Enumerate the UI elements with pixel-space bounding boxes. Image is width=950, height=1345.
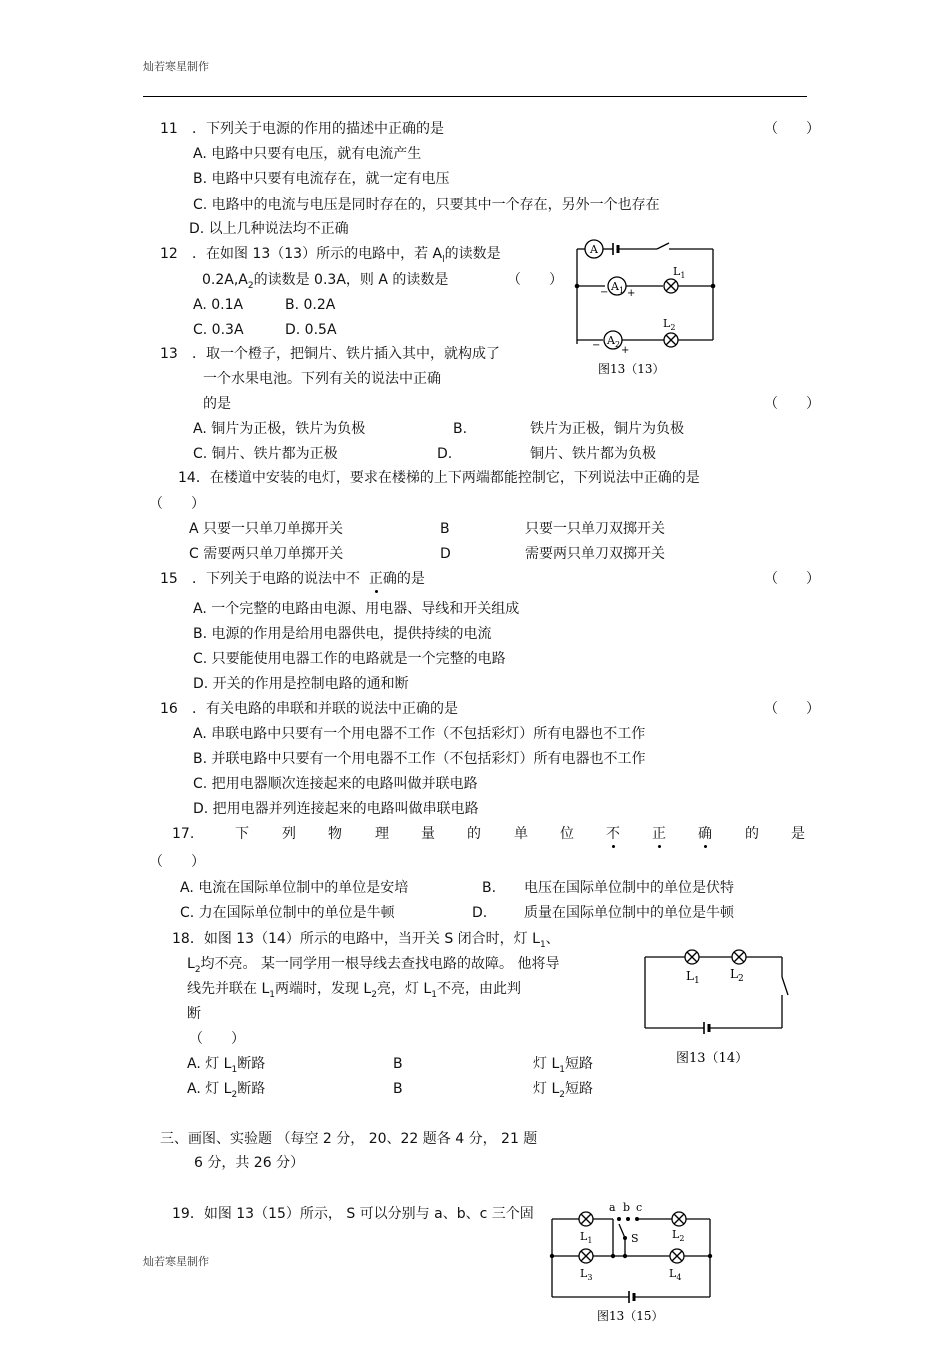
- svg-text:S: S: [631, 1232, 639, 1245]
- option-b: 铁片为正极，铜片为负极: [530, 421, 684, 437]
- stem-char: 理: [375, 826, 389, 842]
- option-d: 需要两只单刀双掷开关: [525, 546, 665, 562]
- question-number: 17.: [172, 826, 195, 842]
- svg-text:a: a: [609, 1201, 616, 1214]
- option-d: D. 以上几种说法均不正确: [189, 221, 349, 237]
- question-stem-line2: 一个水果电池。下列有关的说法中正确: [203, 371, 441, 387]
- footer-maker: 灿若寒星制作: [143, 1255, 209, 1268]
- option-b-label: B.: [453, 421, 468, 437]
- svg-text:+: +: [621, 345, 630, 356]
- switch-icon: [782, 977, 788, 995]
- ammeter-label: A: [590, 243, 598, 256]
- circuit-figure-13-15: [545, 1198, 720, 1326]
- answer-paren: （ ）: [507, 272, 563, 288]
- question-stem: 14．在楼道中安装的电灯，要求在楼梯的上下两端都能控制它，下列说法中正确的是: [178, 470, 700, 486]
- svg-text:c: c: [636, 1201, 643, 1214]
- switch-icon: [657, 243, 669, 249]
- svg-text:L2: $L_2$: [730, 967, 744, 984]
- option-d: D. 把用电器并列连接起来的电路叫做串联电路: [193, 801, 479, 817]
- option-d: 铜片、铁片都为负极: [530, 446, 656, 462]
- option-a: A. 串联电路中只要有一个用电器不工作（不包括彩灯）所有电器也不工作: [193, 726, 646, 742]
- emphasis-dot: [704, 845, 707, 848]
- svg-text:A1: $A_1$: [611, 280, 625, 295]
- option-b: B. 并联电路中只要有一个用电器不工作（不包括彩灯）所有电器也不工作: [193, 751, 646, 767]
- stem-char: 是: [791, 826, 805, 842]
- stem-char: 位: [560, 826, 574, 842]
- option-a: A. 电路中只要有电压，就有电流产生: [193, 146, 422, 162]
- answer-paren: （ ）: [764, 121, 820, 137]
- question-stem: ．有关电路的串联和并联的说法中正确的是: [192, 701, 458, 717]
- option-d: D. 0.5A: [285, 322, 337, 338]
- header-maker: 灿若寒星制作: [143, 60, 209, 73]
- question-number: 16: [160, 701, 178, 717]
- option-c: C. 力在国际单位制中的单位是牛顿: [180, 905, 395, 921]
- stem-char: 列: [282, 826, 296, 842]
- option-a: A. 0.1A: [193, 297, 244, 313]
- option-b: B. 电源的作用是给用电器供电，提供持续的电流: [193, 626, 492, 642]
- figure-caption: 图13（14）: [676, 1051, 749, 1066]
- option-a: A 只要一只单刀单掷开关: [189, 521, 344, 537]
- svg-text:L1: $L_1$: [673, 265, 686, 280]
- option-a: A. 一个完整的电路由电源、用电器、导线和开关组成: [193, 601, 520, 617]
- option-c: C. 铜片、铁片都为正极: [193, 446, 338, 462]
- svg-text:L3: $L_3$: [580, 1267, 593, 1282]
- option-b: 灯 $L_1$短路: [533, 1056, 593, 1075]
- question-stem: ．下列关于电路的说法中不 正确的是: [192, 571, 425, 587]
- switch-s-icon: [619, 1224, 625, 1238]
- stem-char: 不: [606, 826, 620, 842]
- question-stem: ．下列关于电源的作用的描述中正确的是: [192, 121, 444, 137]
- svg-text:L1: $L_1$: [580, 1230, 593, 1245]
- svg-text:L2: $L_2$: [663, 317, 676, 332]
- option-c: C. 0.3A: [193, 322, 244, 338]
- option-d: D. 开关的作用是控制电路的通和断: [193, 676, 409, 692]
- figure-caption: 图13（15）: [597, 1309, 664, 1323]
- option-c: C. 把用电器顺次连接起来的电路叫做并联电路: [193, 776, 478, 792]
- circuit-figure-13-14: [636, 940, 796, 1070]
- svg-text:L2: $L_2$: [672, 1228, 685, 1243]
- option-b: B. 0.2A: [285, 297, 336, 313]
- option-b: 电压在国际单位制中的单位是伏特: [524, 880, 734, 896]
- option-c: C. 电路中的电流与电压是同时存在的，只要其中一个存在，另外一个也存在: [193, 197, 660, 213]
- answer-paren: （ ）: [149, 496, 205, 512]
- question-number: 12: [160, 246, 178, 262]
- question-stem: ．取一个橙子，把铜片、铁片插入其中，就构成了: [192, 346, 500, 362]
- answer-paren: （ ）: [764, 571, 820, 587]
- question-stem-line3: 的是: [203, 396, 231, 412]
- svg-text:−: −: [600, 287, 609, 298]
- emphasis-dot: [658, 845, 661, 848]
- option-c: A. 灯 $L_2$断路: [187, 1081, 266, 1100]
- option-b-label: B: [440, 521, 450, 537]
- question-stem-line4: 断: [187, 1006, 201, 1022]
- question-number: 11: [160, 121, 178, 137]
- stem-char: 的: [467, 826, 481, 842]
- circuit-figure-13-13: [565, 232, 725, 382]
- svg-text:+: +: [627, 288, 636, 299]
- emphasis-dot: [375, 590, 378, 593]
- option-c: C 需要两只单刀单掷开关: [189, 546, 344, 562]
- question-stem: ．在如图 13（13）所示的电路中，若 $A_l$的读数是: [192, 246, 501, 265]
- option-b: B. 电路中只要有电流存在，就一定有电压: [193, 171, 450, 187]
- stem-char: 下: [235, 826, 249, 842]
- stem-char: 量: [421, 826, 435, 842]
- question-stem-line2: $L_2$均不亮。 某一同学用一根导线去查找电路的故障。 他将导: [187, 956, 560, 975]
- question-stem: 18．如图 13（14）所示的电路中，当开关 S 闭合时，灯 $L_1$、: [172, 931, 560, 950]
- svg-text:L1: $L_1$: [686, 969, 700, 986]
- figure-caption: 图13（13）: [598, 362, 665, 376]
- option-b-label: B: [393, 1056, 403, 1072]
- question-stem-line3: 线先并联在 $L_1$两端时，发现 $L_2$亮，灯 $L_1$不亮，由此判: [187, 981, 521, 1000]
- question-number: 13: [160, 346, 178, 362]
- svg-text:−: −: [592, 340, 601, 351]
- option-a: A. 电流在国际单位制中的单位是安培: [180, 880, 409, 896]
- option-b-label: B.: [482, 880, 497, 896]
- header-rule: [143, 96, 807, 97]
- question-19-stem: 19．如图 13（15）所示， S 可以分别与 a、b、c 三个固: [172, 1206, 534, 1222]
- question-stem-line2: $0.2A,A_2$的读数是 0.3A，则 A 的读数是: [202, 272, 449, 291]
- emphasis-dot: [612, 845, 615, 848]
- answer-paren: （ ）: [764, 701, 820, 717]
- stem-char: 确: [698, 826, 712, 842]
- option-c: C. 只要能使用电器工作的电路就是一个完整的电路: [193, 651, 506, 667]
- svg-text:b: b: [623, 1201, 631, 1214]
- section-title-line2: 6 分，共 26 分）: [194, 1155, 305, 1171]
- answer-paren: （ ）: [764, 396, 820, 412]
- option-a: A. 灯 $L_1$断路: [187, 1056, 266, 1075]
- answer-paren: （ ）: [189, 1031, 245, 1047]
- stem-char: 正: [652, 826, 666, 842]
- stem-char: 物: [328, 826, 342, 842]
- option-d-label: D.: [472, 905, 488, 921]
- option-d-label: D: [440, 546, 451, 562]
- svg-text:L4: $L_4$: [669, 1267, 682, 1282]
- option-d: 质量在国际单位制中的单位是牛顿: [524, 905, 734, 921]
- question-number: 15: [160, 571, 178, 587]
- option-b: 只要一只单刀双掷开关: [525, 521, 665, 537]
- section-title-line1: 三、画图、实验题 （每空 2 分， 20、22 题各 4 分， 21 题: [160, 1131, 538, 1147]
- option-d: 灯 $L_2$短路: [533, 1081, 593, 1100]
- option-d-label: D.: [437, 446, 453, 462]
- stem-char: 的: [745, 826, 759, 842]
- answer-paren: （ ）: [149, 854, 205, 870]
- option-a: A. 铜片为正极，铁片为负极: [193, 421, 366, 437]
- option-d-label: B: [393, 1081, 403, 1097]
- stem-char: 单: [514, 826, 528, 842]
- svg-text:A2: $A_2$: [607, 334, 621, 349]
